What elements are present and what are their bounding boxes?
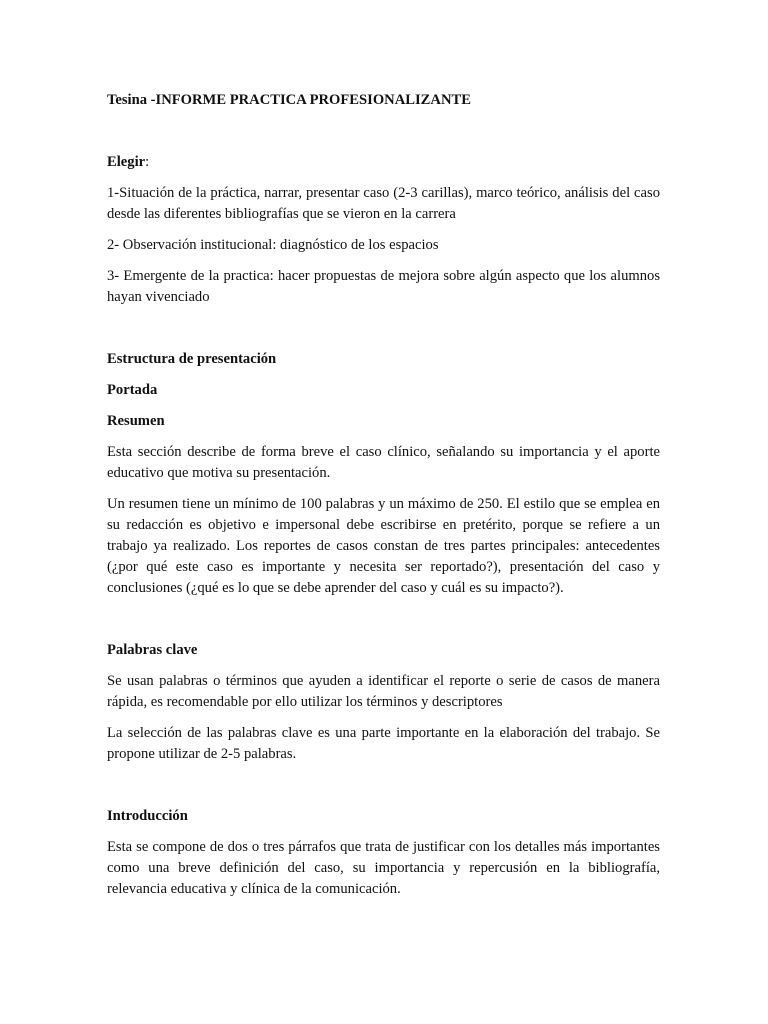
document-title: Tesina -INFORME PRACTICA PROFESIONALIZANTE: [107, 92, 471, 108]
elegir-label: Elegir: [107, 154, 146, 170]
estructura-heading: Estructura de presentación: [107, 351, 277, 367]
elegir-heading: [107, 152, 660, 173]
elegir-option-3: 3- Emergente de la practica: hacer propuestas de mejora sobre algún aspecto que los alumnos hayan vivenciado: [107, 268, 660, 305]
portada-heading: Portada: [107, 382, 158, 398]
elegir-option-2: 2- Observación institucional: diagnóstico de los espacios: [107, 237, 439, 253]
elegir-option-1: 1-Situación de la práctica, narrar, presentar caso (2-3 carillas), marco teórico, análisis del caso desde las diferentes bibliografías que se vieron en la carrera: [107, 185, 660, 222]
document-page: [107, 90, 660, 900]
resumen-paragraph-1: Esta sección describe de forma breve el caso clínico, señalando su importancia y el aporte educativo que motiva su presentación.: [107, 444, 660, 481]
palabras-clave-heading: Palabras clave: [107, 642, 198, 658]
introduccion-heading: Introducción: [107, 808, 188, 824]
introduccion-paragraph-1: Esta se compone de dos o tres párrafos que trata de justificar con los detalles más importantes como una breve definición del caso, su importancia y repercusión en la bibliografía, relevancia educativa y clínica de la comunicación.: [107, 839, 660, 897]
resumen-paragraph-2: Un resumen tiene un mínimo de 100 palabras y un máximo de 250. El estilo que se emplea en su redacción es objetivo e impersonal debe escribirse en pretérito, porque se refiere a un trabajo ya realizado. Los reportes de casos constan de tres partes principales: antecedentes (¿por qué este caso es importante y necesita ser reportado?), presentación del caso y conclusiones (¿qué es lo que se debe aprender del caso y cuál es su impacto?).: [107, 496, 660, 596]
palabras-clave-paragraph-2: La selección de las palabras clave es una parte importante en la elaboración del trabajo. Se propone utilizar de 2-5 palabras.: [107, 725, 660, 762]
resumen-heading: Resumen: [107, 413, 165, 429]
palabras-clave-paragraph-1: Se usan palabras o términos que ayuden a identificar el reporte o serie de casos de manera rápida, es recomendable por ello utilizar los términos y descriptores: [107, 673, 660, 710]
elegir-colon: :: [145, 154, 150, 170]
